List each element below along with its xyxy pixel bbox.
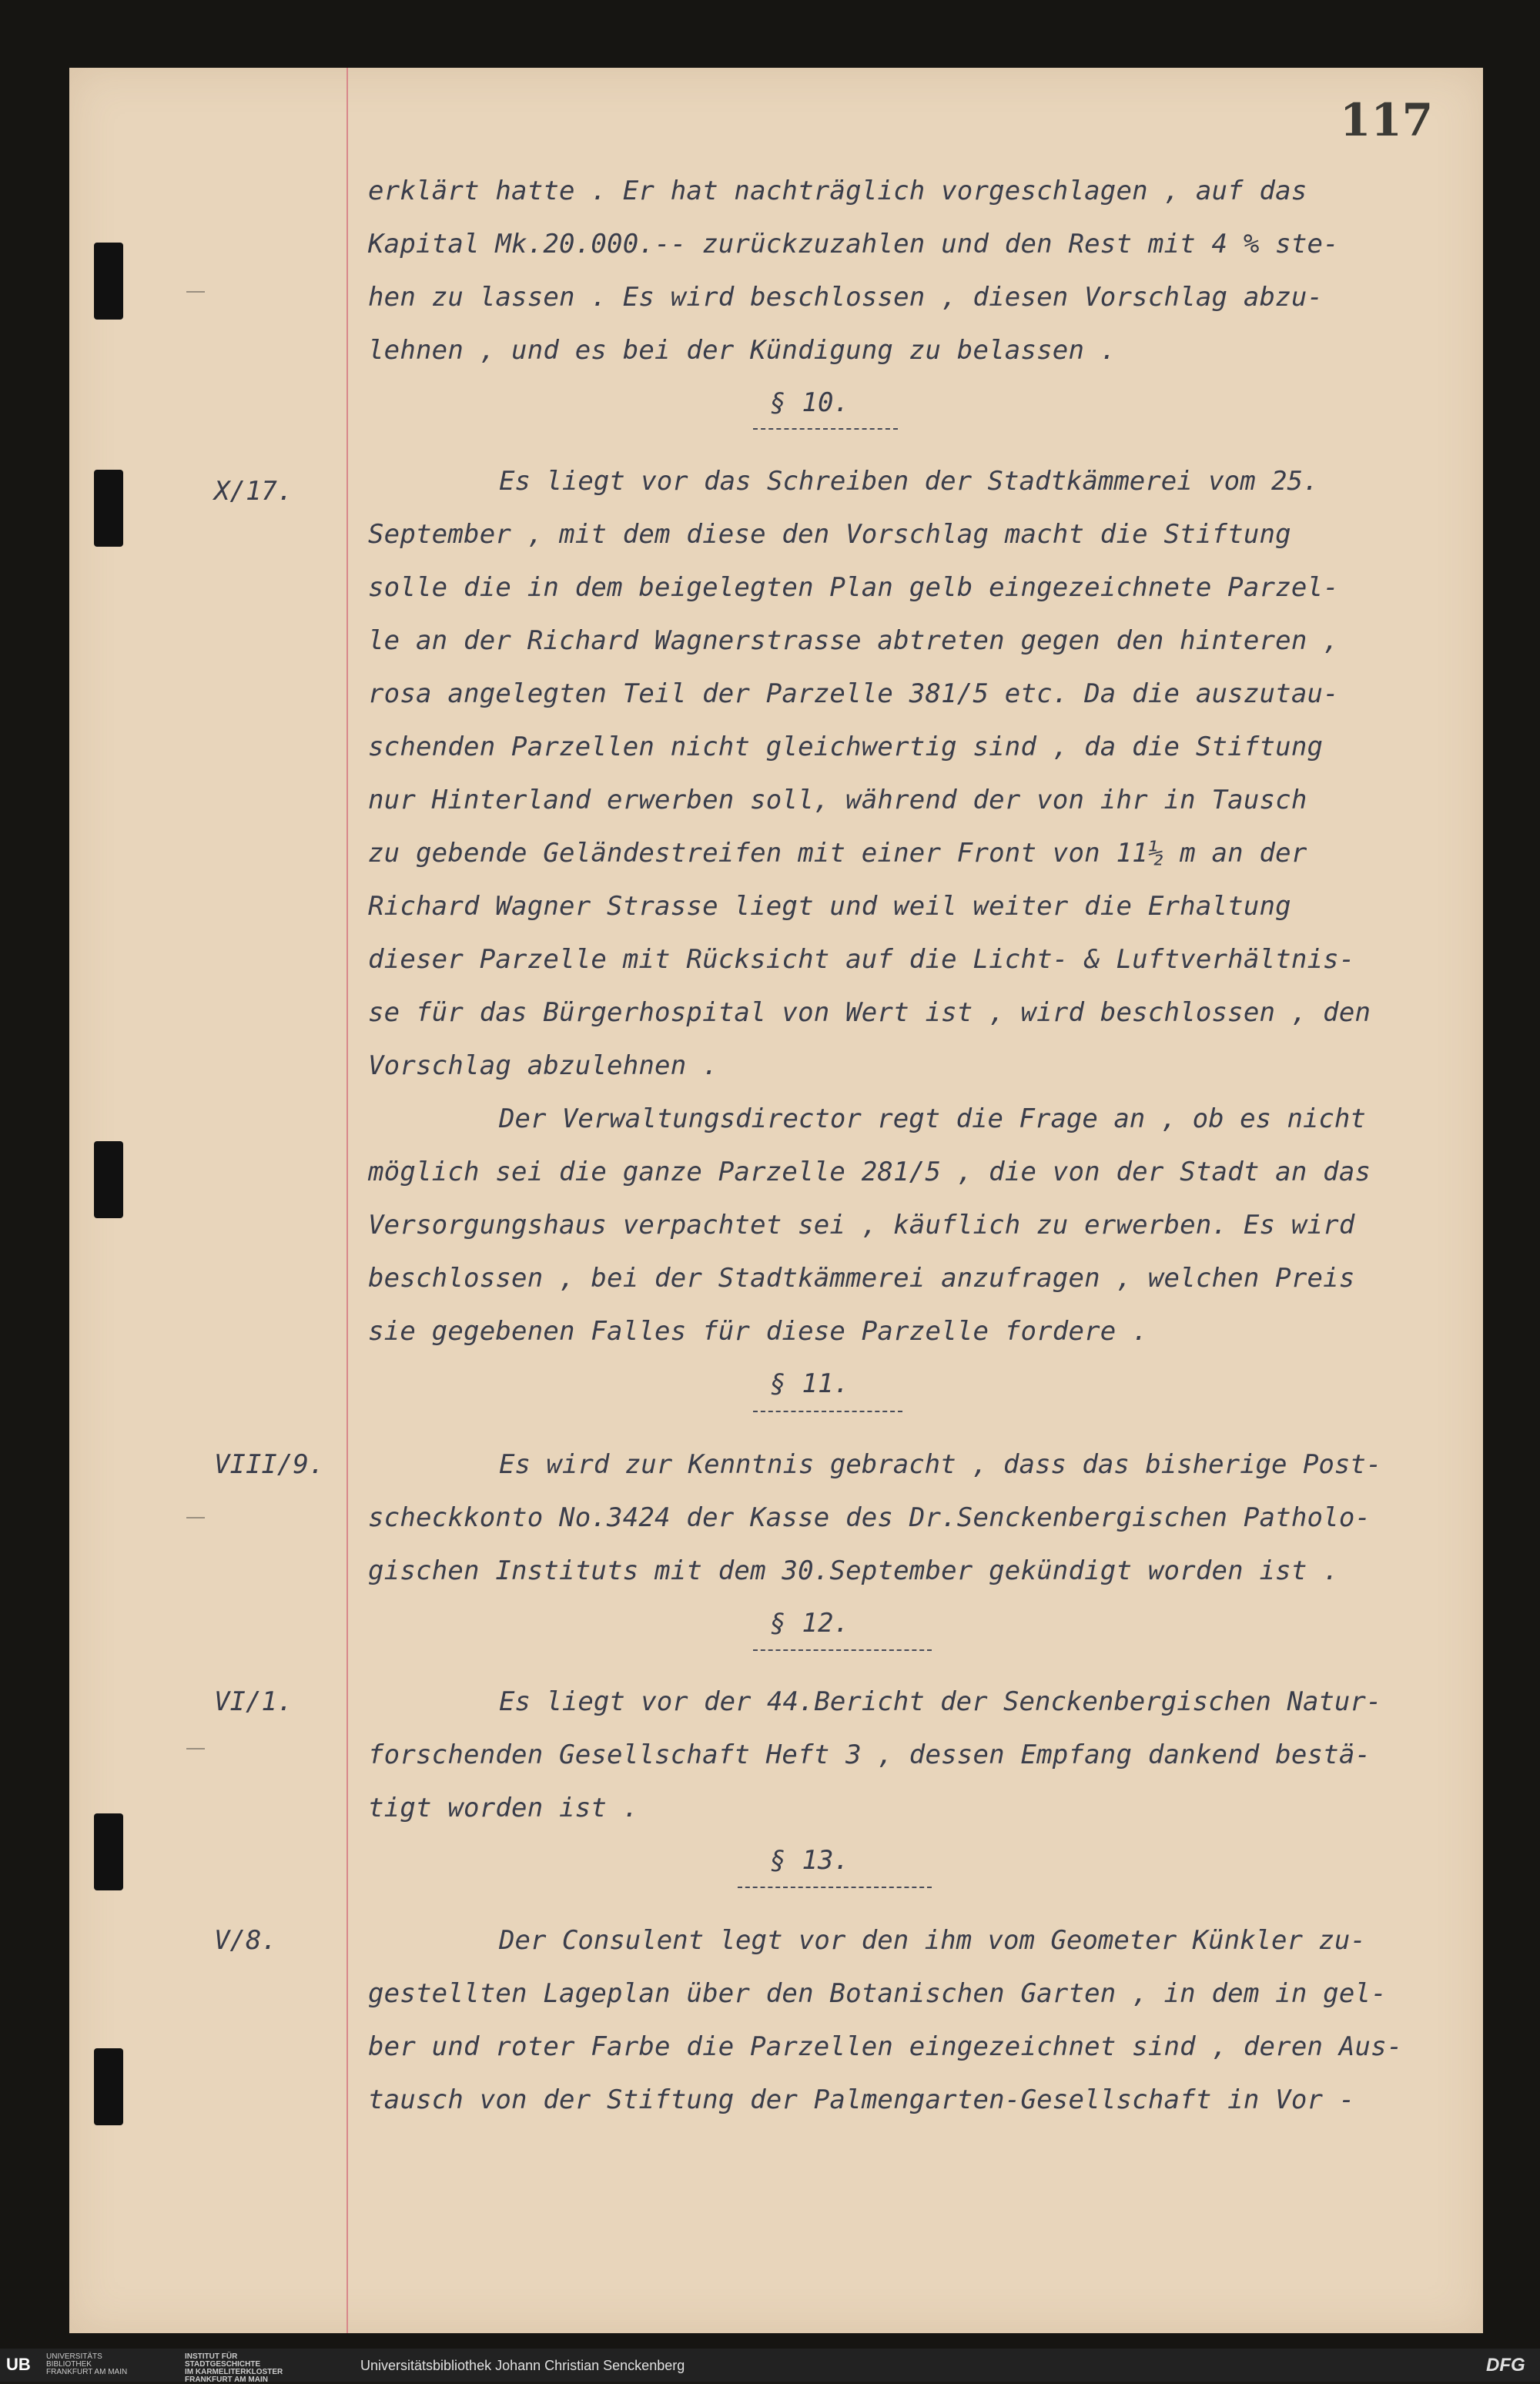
text-line: dieser Parzelle mit Rücksicht auf die Licht- & Luftverhältnis- <box>368 944 1355 975</box>
page-number: 117 <box>1340 94 1434 146</box>
text-line: beschlossen , bei der Stadtkämmerei anzufragen , welchen Preis <box>368 1263 1355 1294</box>
text-line: forschenden Gesellschaft Heft 3 , dessen Empfang dankend bestä- <box>368 1739 1371 1770</box>
text-line: möglich sei die ganze Parzelle 281/5 , die von der Stadt an das <box>368 1157 1371 1187</box>
margin-mark <box>186 1748 205 1749</box>
section-heading: § 13. <box>770 1845 850 1876</box>
punch-hole <box>94 1141 123 1218</box>
text-line: Richard Wagner Strasse liegt und weil weiter die Erhaltung <box>368 891 1291 922</box>
margin-mark <box>186 1517 205 1518</box>
text-line: tigt worden ist . <box>368 1793 639 1823</box>
text-line: Der Consulent legt vor den ihm vom Geometer Künkler zu- <box>499 1925 1366 1956</box>
text-line: Es liegt vor das Schreiben der Stadtkämmerei vom 25. <box>499 466 1319 497</box>
section-underline <box>753 428 898 430</box>
library-name: Universitätsbibliothek Johann Christian Senckenberg <box>360 2358 685 2373</box>
text-line: Es wird zur Kenntnis gebracht , dass das bisherige Post- <box>499 1449 1382 1480</box>
text-line: tausch von der Stiftung der Palmengarten-Gesellschaft in Vor - <box>368 2084 1355 2115</box>
text-line: ber und roter Farbe die Parzellen eingezeichnet sind , deren Aus- <box>368 2031 1403 2062</box>
margin-mark <box>186 291 205 293</box>
text-line: rosa angelegten Teil der Parzelle 381/5 etc. Da die auszutau- <box>368 678 1339 709</box>
punch-hole <box>94 470 123 547</box>
margin-reference: V/8. <box>214 1925 277 1956</box>
text-line: le an der Richard Wagnerstrasse abtreten gegen den hinteren , <box>368 625 1339 656</box>
text-line: Der Verwaltungsdirector regt die Frage an , ob es nicht <box>499 1103 1366 1134</box>
section-underline <box>753 1411 902 1412</box>
margin-reference: VIII/9. <box>214 1449 325 1480</box>
text-line: solle die in dem beigelegten Plan gelb eingezeichnete Parzel- <box>368 572 1339 603</box>
punch-hole <box>94 243 123 320</box>
text-line: gestellten Lageplan über den Botanischen Garten , in dem in gel- <box>368 1978 1387 2009</box>
institute-logo[interactable]: INSTITUT FÜR STADTGESCHICHTE IM KARMELITERKLOSTER FRANKFURT AM MAIN <box>185 2352 283 2384</box>
text-line: Versorgungshaus verpachtet sei , käuflich zu erwerben. Es wird <box>368 1210 1355 1241</box>
text-line: gischen Instituts mit dem 30.September gekündigt worden ist . <box>368 1555 1339 1586</box>
text-line: lehnen , und es bei der Kündigung zu belassen . <box>368 335 1116 366</box>
punch-hole <box>94 2048 123 2125</box>
punch-hole <box>94 1813 123 1890</box>
ub-logo[interactable]: UB <box>6 2355 31 2374</box>
text-line: sie gegebenen Falles für diese Parzelle fordere . <box>368 1316 1148 1347</box>
text-line: nur Hinterland erwerben soll, während der von ihr in Tausch <box>368 785 1307 815</box>
margin-reference: VI/1. <box>214 1686 293 1717</box>
section-heading: § 11. <box>770 1368 850 1399</box>
text-line: Vorschlag abzulehnen . <box>368 1050 718 1081</box>
margin-reference: X/17. <box>214 476 293 507</box>
section-heading: § 10. <box>770 387 850 418</box>
margin-line <box>346 68 348 2333</box>
section-heading: § 12. <box>770 1608 850 1639</box>
text-line: erklärt hatte . Er hat nachträglich vorgeschlagen , auf das <box>368 176 1307 206</box>
text-line: Kapital Mk.20.000.-- zurückzuzahlen und den Rest mit 4 % ste- <box>368 229 1339 259</box>
text-line: hen zu lassen . Es wird beschlossen , diesen Vorschlag abzu- <box>368 282 1324 313</box>
text-line: se für das Bürgerhospital von Wert ist , wird beschlossen , den <box>368 997 1371 1028</box>
dfg-logo[interactable]: DFG <box>1486 2355 1525 2376</box>
text-line: September , mit dem diese den Vorschlag macht die Stiftung <box>368 519 1291 550</box>
text-line: Es liegt vor der 44.Bericht der Senckenbergischen Natur- <box>499 1686 1382 1717</box>
text-line: scheckkonto No.3424 der Kasse des Dr.Senckenbergischen Patholo- <box>368 1502 1371 1533</box>
text-line: zu gebende Geländestreifen mit einer Front von 11½ m an der <box>368 838 1307 869</box>
ub-logo-text: UNIVERSITÄTS BIBLIOTHEK FRANKFURT AM MAIN <box>46 2352 128 2376</box>
section-underline <box>753 1649 932 1651</box>
footer-bar <box>0 2349 1540 2382</box>
text-line: schenden Parzellen nicht gleichwertig sind , da die Stiftung <box>368 732 1324 762</box>
section-underline <box>738 1887 932 1888</box>
